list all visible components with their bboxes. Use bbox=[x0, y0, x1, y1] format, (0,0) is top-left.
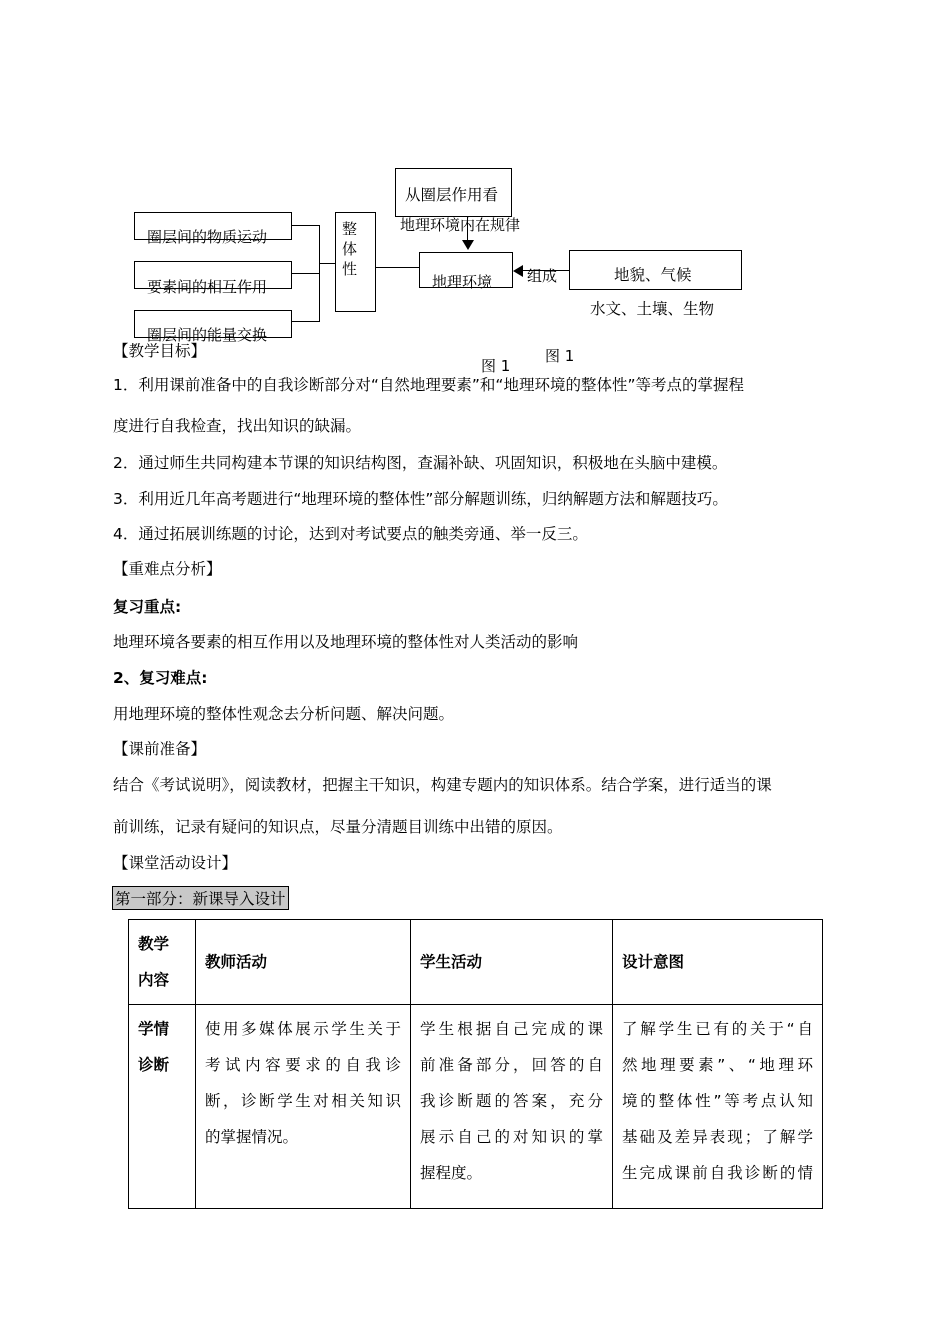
figure-caption-b: 图 1 bbox=[545, 347, 575, 365]
right-box-label: 地貌、气候 bbox=[614, 266, 692, 284]
left-box-1-label: 圈层间的物质运动 bbox=[147, 228, 268, 246]
row1-intent: 了解学生已有的关于“自 然地理要素”、“地理环 境的整体性”等考点认知 基础及差异表现；了解学 生完成课前自我诊断的情 bbox=[613, 1005, 823, 1209]
connector-to-center bbox=[319, 263, 335, 264]
key-point-text: 地理环境各要素的相互作用以及地理环境的整体性对人类活动的影响 bbox=[113, 633, 579, 651]
right-box-sub-label: 水文、土壤、生物 bbox=[590, 300, 715, 318]
center-box-char-1: 整 bbox=[342, 220, 358, 238]
objective-3: 3．利用近几年高考题进行“地理环境的整体性”部分解题训练，归纳解题方法和解题技巧。 bbox=[113, 490, 728, 508]
prep-title: 【课前准备】 bbox=[113, 740, 207, 758]
connector-bottom-branch bbox=[291, 321, 320, 322]
arrow-down-icon bbox=[462, 240, 474, 250]
lesson-plan-table bbox=[128, 919, 823, 1209]
objectives-title: 【教学目标】 bbox=[113, 342, 207, 360]
header-teacher: 教师活动 bbox=[196, 920, 411, 1005]
center-box-char-3: 性 bbox=[342, 260, 358, 278]
table-header-row bbox=[129, 920, 823, 1005]
left-box-3-label: 圈层间的能量交换 bbox=[147, 326, 268, 344]
objective-1a: 1．利用课前准备中的自我诊断部分对“自然地理要素”和“地理环境的整体性”等考点的掌握程 bbox=[113, 376, 744, 394]
row1-teacher: 使用多媒体展示学生关于 考试内容要求的自我诊 断，诊断学生对相关知识 的掌握情况。 bbox=[196, 1005, 411, 1209]
key-point-label: 复习重点: bbox=[113, 598, 182, 616]
env-box-label: 地理环境 bbox=[432, 273, 493, 291]
center-box-char-2: 体 bbox=[342, 240, 358, 258]
difficulty-label: 2、复习难点: bbox=[113, 669, 208, 687]
figure-caption-a: 图 1 bbox=[481, 357, 511, 375]
row1-student: 学生根据自己完成的课 前准备部分，回答的自 我诊断题的答案，充分 展示自己的对知识的掌 握程度。 bbox=[411, 1005, 613, 1209]
key-analysis-title: 【重难点分析】 bbox=[113, 560, 222, 578]
prep-line-2: 前训练，记录有疑问的知识点，尽量分清题目训练中出错的原因。 bbox=[113, 818, 563, 836]
objective-1b: 度进行自我检查，找出知识的缺漏。 bbox=[113, 417, 362, 435]
activity-title: 【课堂活动设计】 bbox=[113, 854, 238, 872]
header-student: 学生活动 bbox=[411, 920, 613, 1005]
top-box-label: 从圈层作用看 bbox=[405, 186, 499, 204]
arrow-left-icon bbox=[513, 265, 523, 277]
table-row bbox=[129, 1005, 823, 1209]
prep-line-1: 结合《考试说明》，阅读教材，把握主干知识，构建专题内的知识体系。结合学案，进行适当的课 bbox=[113, 776, 772, 794]
connector-mid-branch bbox=[291, 273, 320, 274]
objective-4: 4．通过拓展训练题的讨论，达到对考试要点的触类旁通、举一反三。 bbox=[113, 525, 588, 543]
connector-top-branch bbox=[291, 225, 320, 226]
row1-content: 学情 诊断 bbox=[129, 1005, 196, 1209]
part-one-label: 第一部分：新课导入设计 bbox=[112, 886, 289, 910]
top-box-sub-label: 地理环境内在规律 bbox=[400, 216, 521, 234]
header-intent: 设计意图 bbox=[613, 920, 823, 1005]
header-content: 教学 内容 bbox=[129, 920, 196, 1005]
left-box-2-label: 要素间的相互作用 bbox=[147, 278, 268, 296]
difficulty-text: 用地理环境的整体性观念去分析问题、解决问题。 bbox=[113, 705, 455, 723]
connector-center-to-env bbox=[375, 267, 419, 268]
objective-2: 2．通过师生共同构建本节课的知识结构图，查漏补缺、巩固知识，积极地在头脑中建模。 bbox=[113, 454, 728, 472]
compose-label: 组成 bbox=[527, 267, 558, 285]
